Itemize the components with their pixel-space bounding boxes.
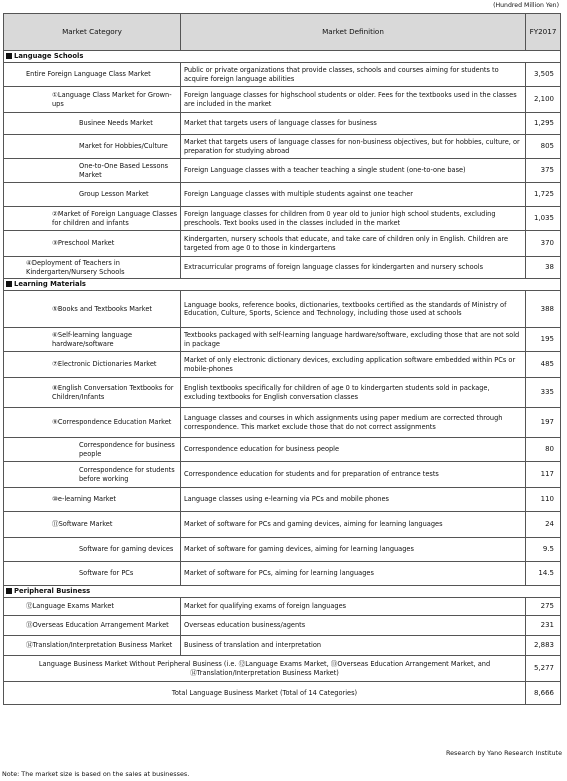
category-cell: Businee Needs Market <box>4 113 181 135</box>
definition-cell: Market that targets users of language classes for non-business objectives, but for hobbies, culture, or preparation for studying abroad <box>181 135 526 159</box>
definition-cell: Market of only electronic dictionary devices, excluding application software embedded within PCs or mobile-phones <box>181 352 526 378</box>
unit-label: (Hundred Million Yen) <box>493 2 559 9</box>
definition-cell: Correspondence education for students and for preparation of entrance tests <box>181 462 526 488</box>
table-row <box>4 562 561 586</box>
value-cell: 485 <box>526 352 561 378</box>
category-cell: ②Market of Foreign Language Classes for children and infants <box>4 207 181 231</box>
total-label: Language Business Market Without Peripheral Business (i.e. ⑫Language Exams Market, ⑬Overseas Education Arrangement Market, and ⑭Translation/Interpretation Business Market) <box>4 656 526 682</box>
category-cell: ⑦Electronic Dictionaries Market <box>4 352 181 378</box>
category-cell: One-to-One Based Lessons Market <box>4 159 181 183</box>
value-cell: 1,035 <box>526 207 561 231</box>
header-definition: Market Definition <box>181 14 526 51</box>
value-cell: 2,883 <box>526 636 561 656</box>
table-row <box>4 512 561 538</box>
definition-cell: Foreign language classes for children from 0 year old to junior high school students, excluding preschools. Text books used in the classes included in the market <box>181 207 526 231</box>
square-bullet-icon <box>6 588 12 594</box>
table-row <box>4 636 561 656</box>
value-cell: 24 <box>526 512 561 538</box>
square-bullet-icon <box>6 281 12 287</box>
value-cell: 80 <box>526 438 561 462</box>
definition-cell: Extracurricular programs of foreign language classes for kindergarten and nursery schools <box>181 257 526 279</box>
category-cell: ⑩e-learning Market <box>4 488 181 512</box>
section-title: Learning Materials <box>14 280 86 289</box>
definition-cell: Public or private organizations that provide classes, schools and courses aiming for students to acquire foreign language abilities <box>181 63 526 87</box>
table-row <box>4 207 561 231</box>
value-cell: 335 <box>526 378 561 408</box>
value-cell: 197 <box>526 408 561 438</box>
table-row <box>4 352 561 378</box>
header-row <box>4 14 561 51</box>
category-cell: Software for PCs <box>4 562 181 586</box>
table-row <box>4 291 561 328</box>
definition-cell: Foreign Language classes with a teacher teaching a single student (one-to-one base) <box>181 159 526 183</box>
table-row <box>4 462 561 488</box>
category-cell: Correspondence for business people <box>4 438 181 462</box>
definition-cell: Market for qualifying exams of foreign languages <box>181 598 526 616</box>
total-label: Total Language Business Market (Total of 14 Categories) <box>4 682 526 705</box>
value-cell: 38 <box>526 257 561 279</box>
category-cell: ④Deployment of Teachers in Kindergarten/Nursery Schools <box>4 257 181 279</box>
value-cell: 2,100 <box>526 87 561 113</box>
table-row <box>4 231 561 257</box>
category-cell: ⑭Translation/Interpretation Business Market <box>4 636 181 656</box>
value-cell: 231 <box>526 616 561 636</box>
category-cell: ⑬Overseas Education Arrangement Market <box>4 616 181 636</box>
definition-cell: Textbooks packaged with self-learning language hardware/software, excluding those that are not sold in package <box>181 328 526 352</box>
table-row <box>4 87 561 113</box>
total-row <box>4 682 561 705</box>
table-row <box>4 113 561 135</box>
total-value: 8,666 <box>526 682 561 705</box>
definition-cell: Kindergarten, nursery schools that educate, and take care of children only in English. Children are targeted from age 0 to those in kindergartens <box>181 231 526 257</box>
table-row <box>4 438 561 462</box>
table-row <box>4 616 561 636</box>
table-row <box>4 135 561 159</box>
definition-cell: Market of software for gaming devices, aiming for learning languages <box>181 538 526 562</box>
section-header <box>4 51 561 63</box>
definition-cell: Market of software for PCs, aiming for learning languages <box>181 562 526 586</box>
value-cell: 110 <box>526 488 561 512</box>
footnote: Note: The market size is based on the sales at businesses. <box>2 770 190 778</box>
market-table <box>3 13 561 705</box>
definition-cell: Foreign Language classes with multiple students against one teacher <box>181 183 526 207</box>
table-row <box>4 183 561 207</box>
value-cell: 1,295 <box>526 113 561 135</box>
header-year: FY2017 <box>526 14 561 51</box>
section-header <box>4 586 561 598</box>
value-cell: 195 <box>526 328 561 352</box>
category-cell: ①Language Class Market for Grown-ups <box>4 87 181 113</box>
square-bullet-icon <box>6 53 12 59</box>
category-cell: ⑥Self-learning language hardware/software <box>4 328 181 352</box>
table-row <box>4 159 561 183</box>
category-cell: ⑪Software Market <box>4 512 181 538</box>
header-category: Market Category <box>4 14 181 51</box>
value-cell: 14.5 <box>526 562 561 586</box>
category-cell: Market for Hobbies/Culture <box>4 135 181 159</box>
category-cell: Group Lesson Market <box>4 183 181 207</box>
category-cell: Correspondence for students before working <box>4 462 181 488</box>
source-label: Research by Yano Research Institute <box>445 749 562 757</box>
total-value: 5,277 <box>526 656 561 682</box>
table-row <box>4 488 561 512</box>
value-cell: 375 <box>526 159 561 183</box>
definition-cell: Language classes using e-learning via PCs and mobile phones <box>181 488 526 512</box>
definition-cell: Language classes and courses in which assignments using paper medium are corrected through correspondence. This market exclude those that do not correct assignments <box>181 408 526 438</box>
section-row <box>4 586 561 598</box>
definition-cell: Correspondence education for business people <box>181 438 526 462</box>
section-title: Peripheral Business <box>14 587 91 596</box>
value-cell: 805 <box>526 135 561 159</box>
definition-cell: Business of translation and interpretation <box>181 636 526 656</box>
table-row <box>4 378 561 408</box>
table-row <box>4 257 561 279</box>
table-row <box>4 328 561 352</box>
value-cell: 370 <box>526 231 561 257</box>
table-row <box>4 408 561 438</box>
category-cell: ③Preschool Market <box>4 231 181 257</box>
table-row <box>4 538 561 562</box>
table-row <box>4 598 561 616</box>
section-row <box>4 51 561 63</box>
value-cell: 388 <box>526 291 561 328</box>
definition-cell: Market that targets users of language classes for business <box>181 113 526 135</box>
section-header <box>4 279 561 291</box>
section-title: Language Schools <box>14 52 84 61</box>
value-cell: 1,725 <box>526 183 561 207</box>
category-cell: Entire Foreign Language Class Market <box>4 63 181 87</box>
category-cell: ⑧English Conversation Textbooks for Children/Infants <box>4 378 181 408</box>
definition-cell: Market of software for PCs and gaming devices, aiming for learning languages <box>181 512 526 538</box>
definition-cell: Language books, reference books, dictionaries, textbooks certified as the standards of Ministry of Education, Culture, Sports, Science and Technology, including those used at schools <box>181 291 526 328</box>
category-cell: ⑨Correspondence Education Market <box>4 408 181 438</box>
definition-cell: Overseas education business/agents <box>181 616 526 636</box>
definition-cell: Foreign language classes for highschool students or older. Fees for the textbooks used in the classes are included in the market <box>181 87 526 113</box>
category-cell: Software for gaming devices <box>4 538 181 562</box>
total-row <box>4 656 561 682</box>
category-cell: ⑫Language Exams Market <box>4 598 181 616</box>
section-row <box>4 279 561 291</box>
value-cell: 275 <box>526 598 561 616</box>
category-cell: ⑤Books and Textbooks Market <box>4 291 181 328</box>
value-cell: 9.5 <box>526 538 561 562</box>
value-cell: 3,505 <box>526 63 561 87</box>
value-cell: 117 <box>526 462 561 488</box>
definition-cell: English textbooks specifically for children of age 0 to kindergarten students sold in package, excluding textbooks for English conversation classes <box>181 378 526 408</box>
table-row <box>4 63 561 87</box>
